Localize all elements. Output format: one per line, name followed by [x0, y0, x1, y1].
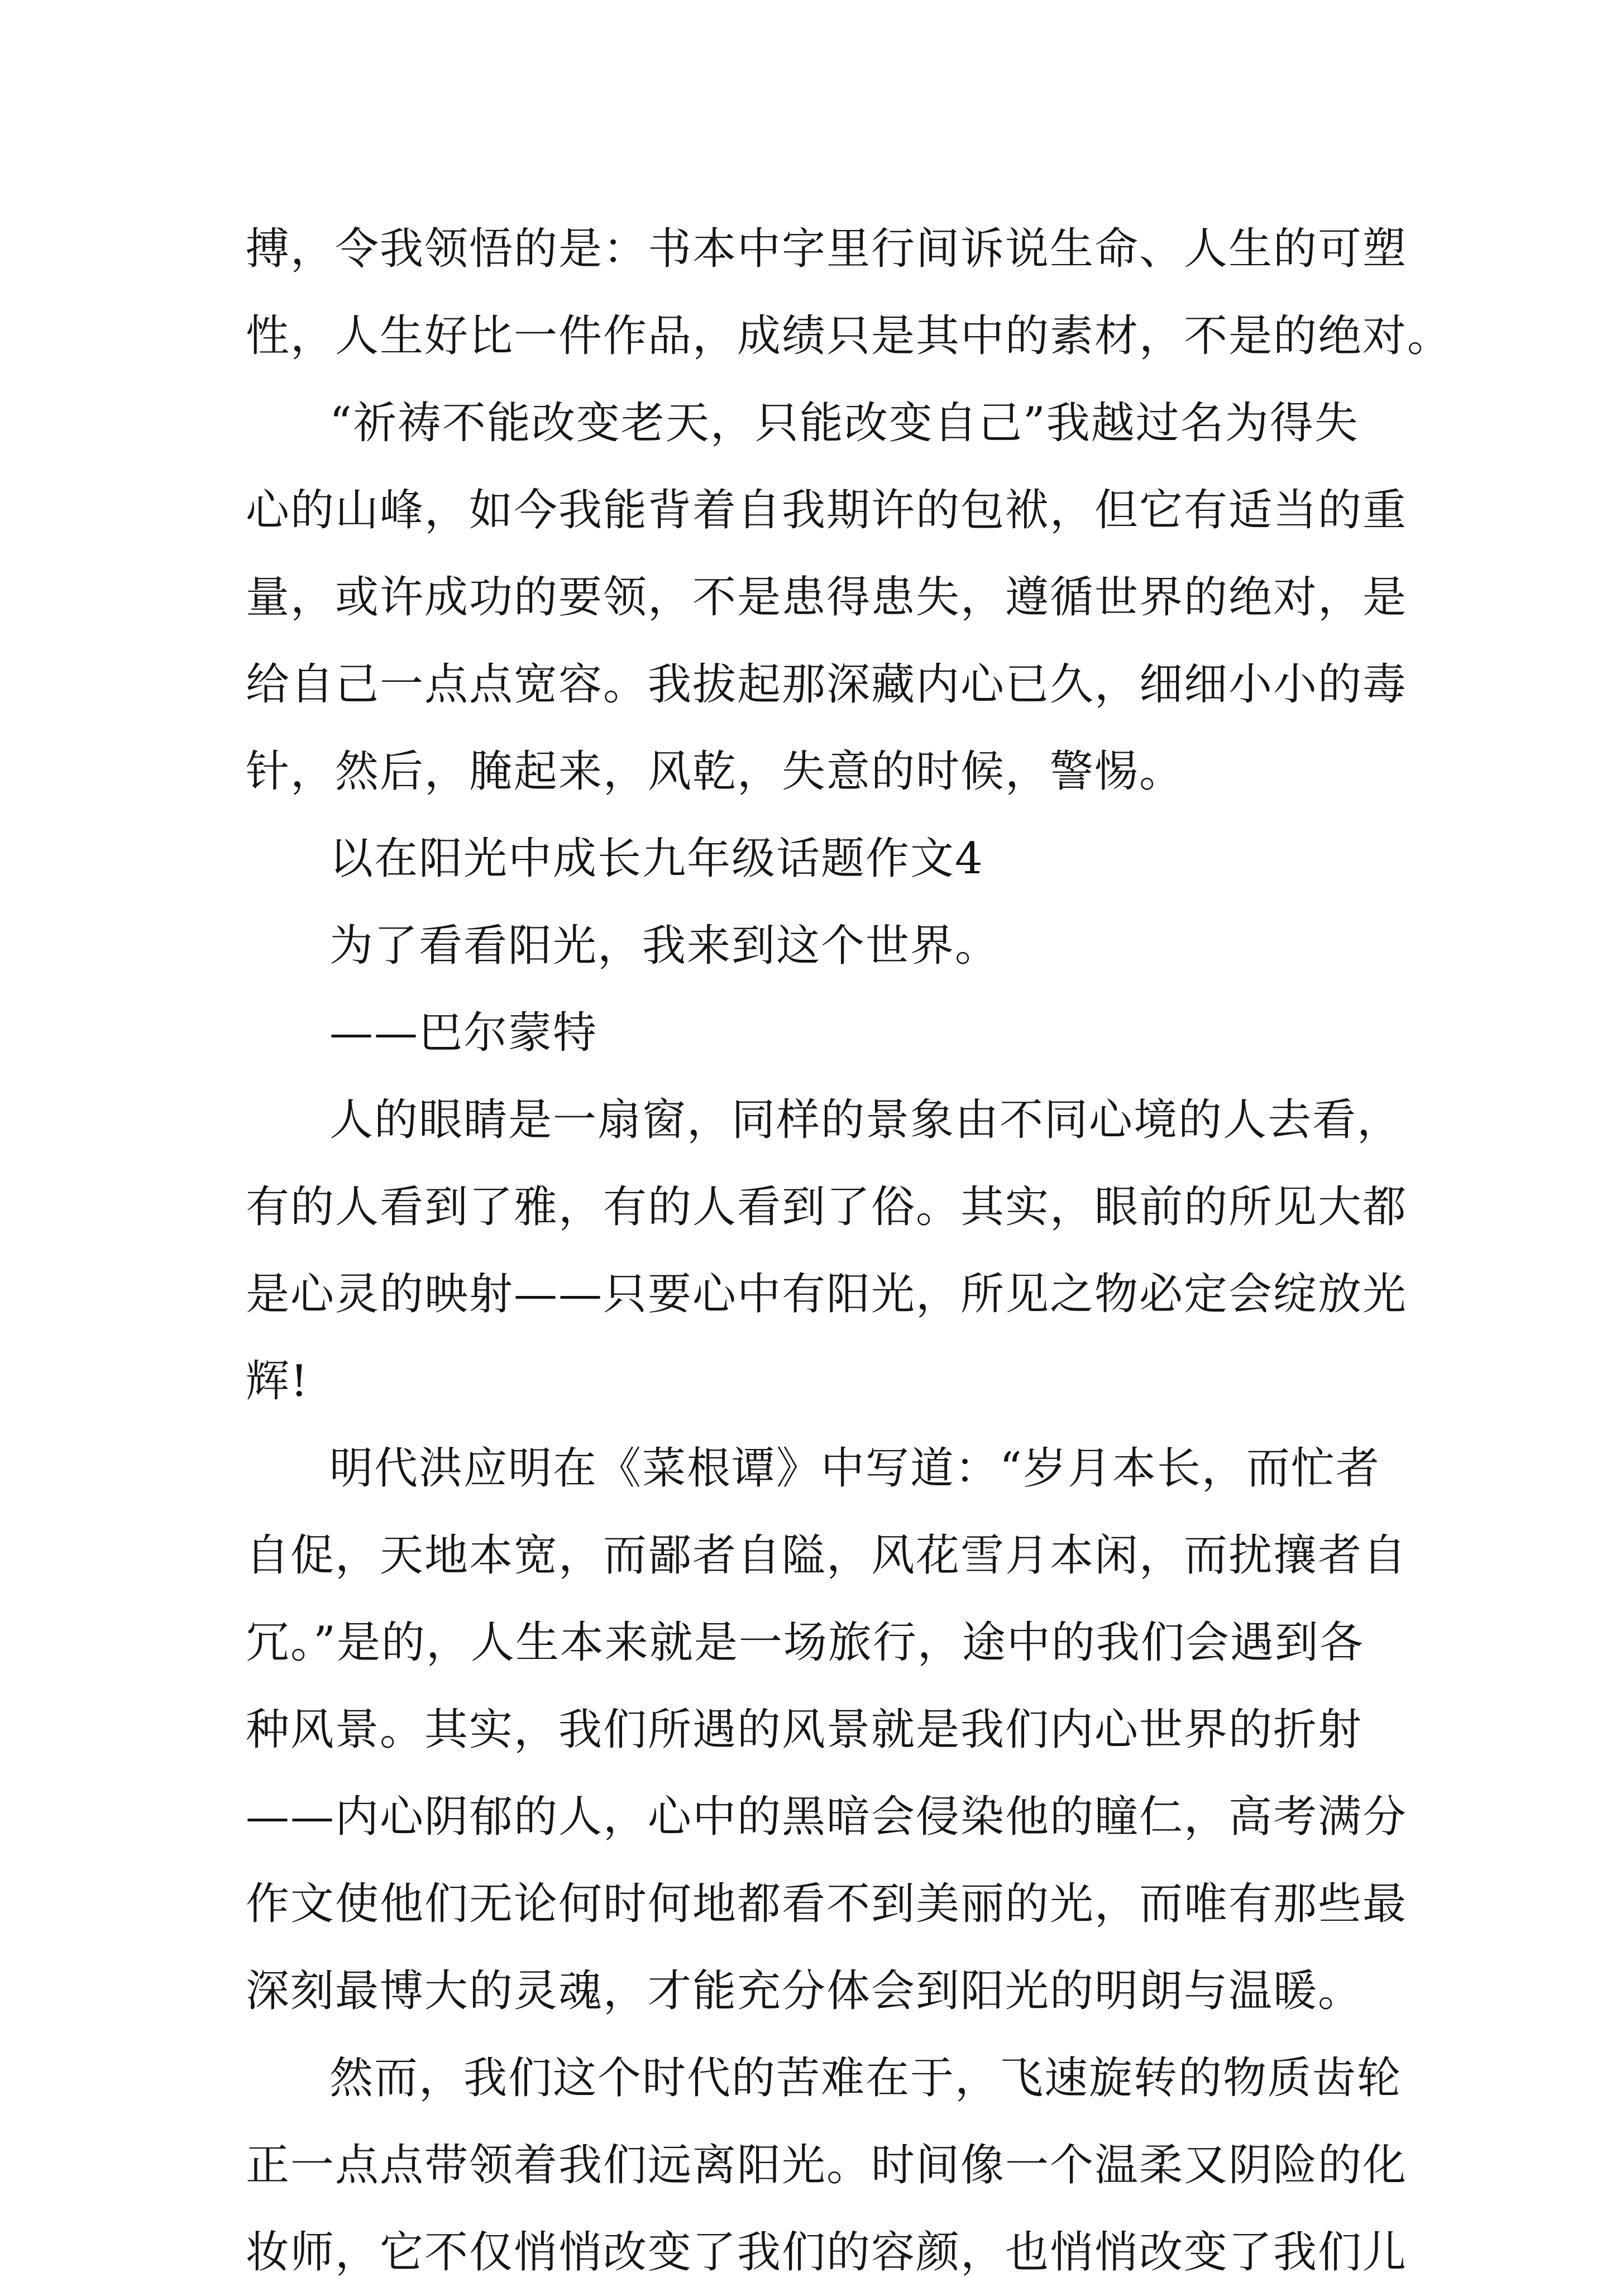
text-line: 性，人生好比一件作品，成绩只是其中的素材，不是的绝对。	[246, 311, 1452, 361]
text-line: 妆师，它不仅悄悄改变了我们的容颜，也悄悄改变了我们儿	[246, 2227, 1408, 2278]
text-line: 作文使他们无论何时何地都看不到美丽的光，而唯有那些最	[246, 1879, 1408, 1929]
text-line: 心的山峰，如今我能背着自我期许的包袱，但它有适当的重	[246, 485, 1408, 535]
text-line: 正一点点带领着我们远离阳光。时间像一个温柔又阴险的化	[246, 2140, 1408, 2190]
text-line: 量，或许成功的要领，不是患得患失，遵循世界的绝对，是	[246, 572, 1408, 623]
text-line: 辉!	[246, 1356, 309, 1407]
text-line: 针，然后，腌起来，风乾，失意的时候，警惕。	[246, 747, 1184, 797]
text-line: 自促，天地本宽，而鄙者自隘，风花雪月本闲，而扰攘者自	[246, 1530, 1408, 1581]
paragraph-start-line: 人的眼睛是一扇窗，同样的景象由不同心境的人去看，	[329, 1095, 1402, 1145]
paragraph-start-line: 然而，我们这个时代的苦难在于，飞速旋转的物质齿轮	[329, 2053, 1402, 2103]
text-line: 搏，令我领悟的是：书本中字里行间诉说生命、人生的可塑	[246, 224, 1408, 274]
text-line: 有的人看到了雅，有的人看到了俗。其实，眼前的所见大都	[246, 1182, 1408, 1232]
text-line: 种风景。其实，我们所遇的风景就是我们内心世界的折射	[246, 1705, 1363, 1755]
text-line: 冗。”是的，人生本来就是一场旅行，途中的我们会遇到各	[246, 1618, 1364, 1668]
document-body	[246, 205, 1452, 2296]
epigraph-quote: 为了看看阳光，我来到这个世界。	[329, 921, 1000, 971]
text-line: 是心灵的映射——只要心中有阳光，所见之物必定会绽放光	[246, 1269, 1408, 1319]
text-line: 给自己一点点宽容。我拔起那深藏内心已久，细细小小的毒	[246, 659, 1408, 710]
essay-title: 以在阳光中成长九年级话题作文4	[329, 834, 984, 884]
paragraph-start-line: 明代洪应明在《菜根谭》中写道：“岁月本长，而忙者	[329, 1443, 1380, 1494]
text-line: ——内心阴郁的人，心中的黑暗会侵染他的瞳仁，高考满分	[246, 1792, 1408, 1842]
epigraph-attribution: ——巴尔蒙特	[329, 1008, 598, 1058]
text-line: 深刻最博大的灵魂，才能充分体会到阳光的明朗与温暖。	[246, 1966, 1363, 2016]
paragraph-start-line: “祈祷不能改变老天，只能改变自己”我越过名为得失	[329, 398, 1359, 448]
